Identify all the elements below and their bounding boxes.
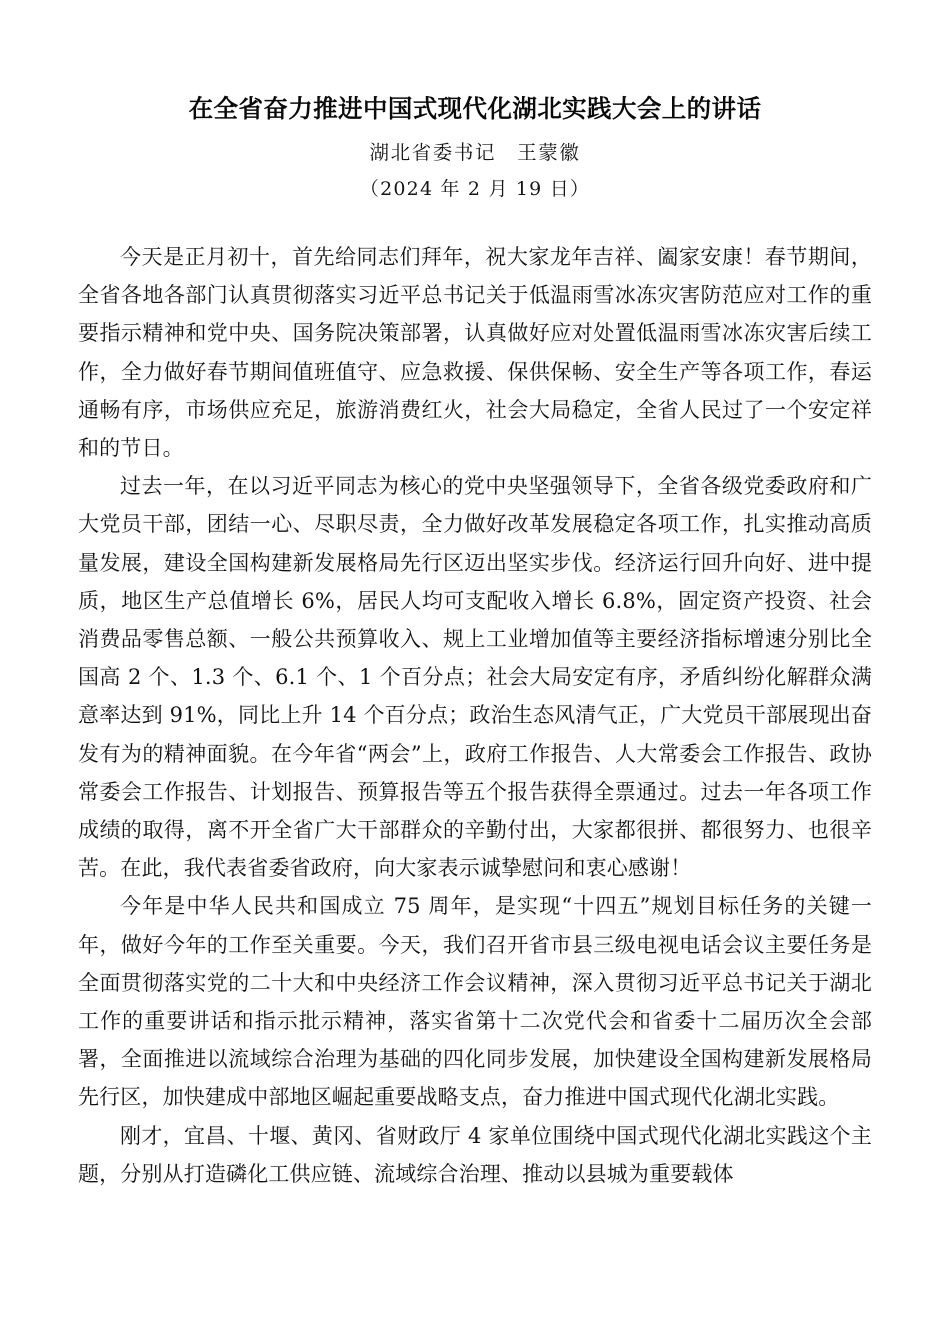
document-date: （2024 年 2 月 19 日）	[359, 178, 591, 200]
document-content	[78, 204, 872, 1193]
document-byline: 湖北省委书记 王蒙徽	[369, 141, 581, 164]
document-body	[78, 0, 872, 1193]
document-title: 在全省奋力推进中国式现代化湖北实践大会上的讲话	[188, 94, 762, 123]
paragraph: 今年是中华人民共和国成立 75 周年，是实现“十四五”规划目标任务的关键一年，做好今年的工作至关重要。今天，我们召开省市县三级电视电话会议主要任务是全面贯彻落实党的二十大和中央经济工作会议精神，深入贯彻习近平总书记关于湖北工作的重要讲话和指示批示精神，落实省第十二次党代会和省委十二届历次全会部署，全面推进以流域综合治理为基础的四化同步发展，加快建设全国构建新发展格局先行区，加快建成中部地区崛起重要战略支点，奋力推进中国式现代化湖北实践。	[78, 894, 872, 1110]
paragraph: 刚才，宜昌、十堰、黄冈、省财政厅 4 家单位围绕中国式现代化湖北实践这个主题，分别从打造磷化工供应链、流域综合治理、推动以县城为重要载体	[78, 1123, 872, 1186]
paragraph: 今天是正月初十，首先给同志们拜年，祝大家龙年吉祥、阖家安康！春节期间，全省各地各部门认真贯彻落实习近平总书记关于低温雨雪冰冻灾害防范应对工作的重要指示精神和党中央、国务院决策部署，认真做好应对处置低温雨雪冰冻灾害后续工作，全力做好春节期间值班值守、应急救援、保供保畅、安全生产等各项工作，春运通畅有序，市场供应充足，旅游消费红火，社会大局稳定，全省人民过了一个安定祥和的节日。	[78, 245, 872, 461]
paragraph: 过去一年，在以习近平同志为核心的党中央坚强领导下，全省各级党委政府和广大党员干部，团结一心、尽职尽责，全力做好改革发展稳定各项工作，扎实推动高质量发展，建设全国构建新发展格局先行区迈出坚实步伐。经济运行回升向好、进中提质，地区生产总值增长 6%，居民人均可支配收入增长 6.8%，固定资产投资、社会消费品零售总额、一般公共预算收入、规上工业增加值等主要经济指标增速分别比全国高 2 个、1.3 个、6.1 个、1 个百分点；社会大局安定有序，矛盾纠纷化解群众满意率达到 91%，同比上升 14 个百分点；政治生态风清气正，广大党员干部展现出奋发有为的精神面貌。在今年省“两会”上，政府工作报告、人大常委会工作报告、政协常委会工作报告、计划报告、预算报告等五个报告获得全票通过。过去一年各项工作成绩的取得，离不开全省广大干部群众的辛勤付出，大家都很拼、都很努力、也很辛苦。在此，我代表省委省政府，向大家表示诚挚慰问和衷心感谢！	[78, 474, 872, 881]
